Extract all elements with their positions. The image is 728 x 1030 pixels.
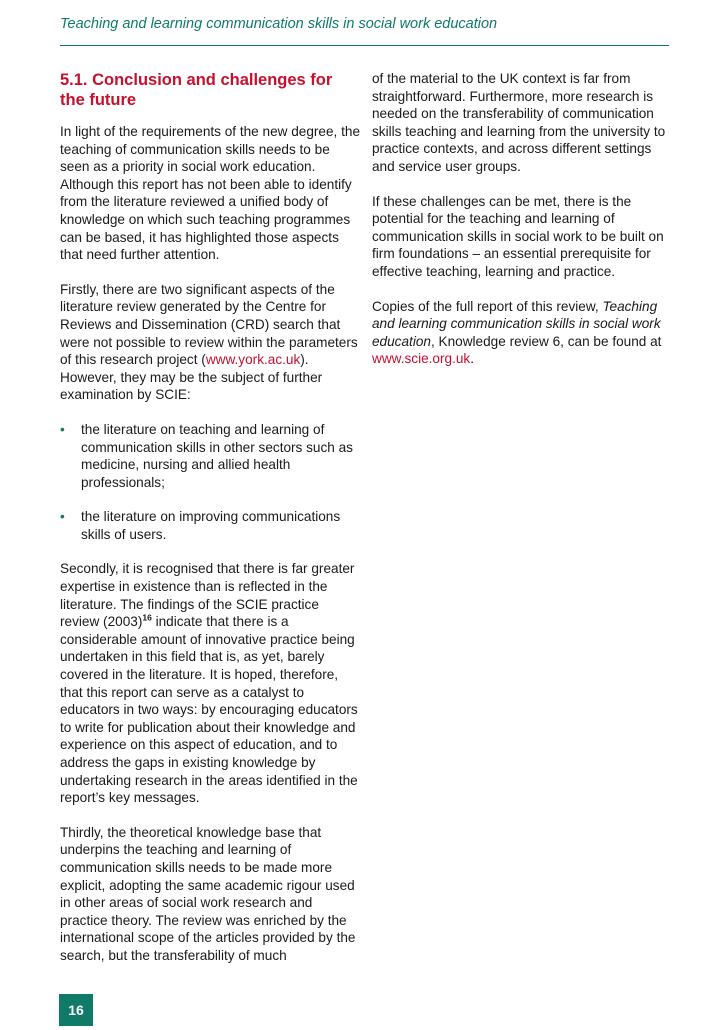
scie-link[interactable]: www.scie.org.uk — [372, 351, 471, 367]
york-link[interactable]: www.york.ac.uk — [205, 352, 301, 368]
copies-text-end: . — [470, 351, 474, 367]
secondly-text-start: Secondly, it is recognised that there is far greater expertise in existence than is reflected in the literature. The findings of the SCIE practice review (2003) — [60, 561, 355, 630]
header-divider — [60, 45, 669, 46]
firstly-paragraph — [60, 281, 360, 404]
bullet-icon: • — [60, 509, 65, 525]
bullet-list — [60, 421, 360, 544]
report-title: Teaching and learning communication skills in social work education — [372, 298, 661, 349]
footnote-reference: 16 — [142, 612, 152, 623]
left-column — [60, 70, 360, 982]
firstly-text-end: ). However, they may be the subject of further examination by SCIE: — [60, 352, 323, 403]
intro-paragraph: In light of the requirements of the new degree, the teaching of communication skills needs to be seen as a priority in social work education. Although this report has not been able to identify from the literature reviewed a unified body of knowledge on which such teaching programmes can be based, it has highlighted those aspects that need further attention. — [60, 124, 361, 263]
secondly-paragraph — [60, 560, 360, 806]
bullet-icon: • — [60, 421, 65, 437]
list-item-text: the literature on teaching and learning of communication skills in other sectors such as medicine, nursing and allied health professionals; — [81, 421, 353, 490]
continuation-paragraph: of the material to the UK context is far from straightforward. Furthermore, more research is needed on the transferability of communication skills teaching and learning from the university to practice contexts, and across different settings and service user groups. — [372, 71, 666, 174]
challenges-paragraph: If these challenges can be met, there is the potential for the teaching and learning of communication skills in social work to be built on firm foundations – an essential prerequisite for effective teaching, learning and practice. — [372, 193, 664, 279]
firstly-text-start: Firstly, there are two significant aspects of the literature review generated by the Centre for Reviews and Dissemination (CRD) search that were not possible to review within the parameters of this research project ( — [60, 281, 358, 368]
thirdly-paragraph: Thirdly, the theoretical knowledge base that underpins the teaching and learning of communication skills needs to be made more explicit, adopting the same academic rigour used in other areas of social work research and practice theory. The review was enriched by the international scope of the articles provided by the search, but the transferability of much — [60, 824, 356, 963]
copies-text-middle: , Knowledge review 6, can be found at — [430, 333, 662, 349]
copies-text-start: Copies of the full report of this review, — [372, 298, 603, 314]
copies-paragraph — [372, 298, 672, 368]
page-number: 16 — [59, 994, 93, 1026]
list-item-text: the literature on improving communications skills of users. — [81, 509, 341, 542]
list-item — [60, 508, 360, 543]
running-header: Teaching and learning communication skills in social work education — [60, 16, 498, 32]
section-title: 5.1. Conclusion and challenges for the future — [60, 71, 333, 109]
list-item — [60, 421, 360, 491]
right-column — [372, 70, 672, 385]
secondly-text-end: indicate that there is a considerable amount of innovative practice being undertaken in this field that is, as yet, barely covered in the literature. It is hoped, therefore, that this report can serve as a catalyst to educators in two ways: by encouraging educators to write for publication about their knowledge and experience on this aspect of education, and to address the gaps in existing knowledge by undertaking research in the areas identified in the report’s key messages. — [60, 614, 358, 806]
